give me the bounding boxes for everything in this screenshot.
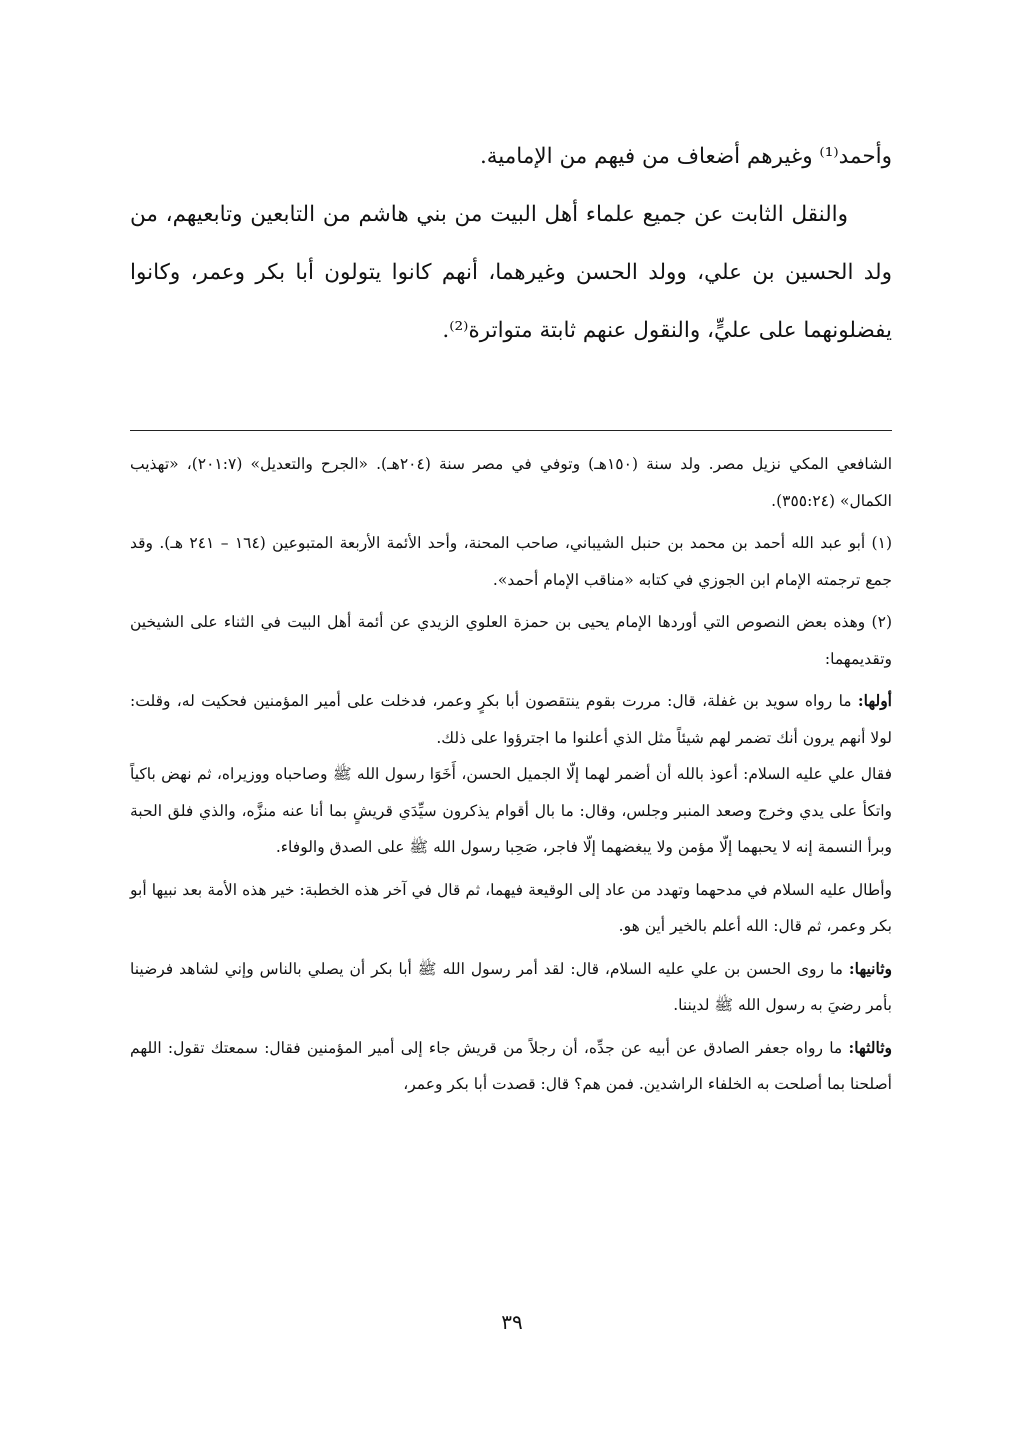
third-label: وثالثها: [848,1037,892,1057]
footnote-first-narration [130,683,892,756]
first-label: أولها: [857,691,892,710]
footnote-2: (٢) وهذه بعض النصوص التي أوردها الإمام يحيى بن حمزة العلوي الزيدي عن أئمة أهل البيت في الثناء على الشيخين وتقديمهما: [130,613,892,668]
footnotes [130,446,892,1103]
second-label: وثانيها: [848,958,892,978]
footnote-1: (١) أبو عبد الله أحمد بن محمد بن حنبل الشيباني، صاحب المحنة، وأحد الأئمة الأربعة المتبوعين (١٦٤ – ٢٤١ هـ). وقد جمع ترجمته الإمام ابن الجوزي في كتابه «مناقب الإمام أحمد». [130,534,892,589]
main-paragraph-1: وأحمد⁽¹⁾ وغيرهم أضعاف من فيهم من الإمامية. [479,144,892,169]
main-text [130,128,892,360]
footnote-continuation: الشافعي المكي نزيل مصر. ولد سنة (١٥٠هـ) وتوفي في مصر سنة (٢٠٤هـ). «الجرح والتعديل» (٢٠١:٧)، «تهذيب الكمال» (٣٥٥:٢٤). [130,455,892,510]
main-paragraph-2: والنقل الثابت عن جميع علماء أهل البيت من بني هاشم من التابعين وتابعيهم، من ولد الحسين بن علي، وولد الحسن وغيرهما، أنهم كانوا يتولون أبا بكر وعمر، وكانوا يفضلونهما على عليٍّ، والنقول عنهم ثابتة متواترة⁽²⁾. [130,202,892,343]
page-number: ٣٩ [501,1310,523,1334]
footnote-separator [130,430,892,431]
third-text: ما رواه جعفر الصادق عن أبيه عن جدِّه، أن رجلاً من قريش جاء إلى أمير المؤمنين فقال: سمعتك تقول: اللهم أصلحنا بما أصلحت به الخلفاء الراشدين. فمن هم؟ قال: قصدت أبا بكر وعمر، [130,1038,892,1093]
footnote-ali-end: وأطال عليه السلام في مدحهما وتهدد من عاد إلى الوقيعة فيهما، ثم قال في آخر هذه الخطبة: خير هذه الأمة بعد نبيها أبو بكر وعمر، ثم قال: الله أعلم بالخير أين هو. [130,880,892,935]
second-text: ما روى الحسن بن علي عليه السلام، قال: لقد أمر رسول الله ﷺ أبا بكر أن يصلي بالناس وإني لشاهد فرضينا بأمر رضيَ به رسول الله ﷺ لديننا. [130,959,892,1014]
footnote-second-narration [130,951,892,1024]
footnote-ali-speech: فقال علي عليه السلام: أعوذ بالله أن أضمر لهما إلّا الجميل الحسن، أَخَوَا رسول الله ﷺ وصاحباه ووزيراه، ثم نهض باكياً واتكأ على يدي وخرج وصعد المنبر وجلس، وقال: ما بال أقوام يذكرون سيِّدَي قريشٍ بما أنا عنه منزَّه، والذي فلق الحبة وبرأ النسمة إنه لا يحبهما إلّا مؤمن ولا يبغضهما إلّا فاجر، صَحِبا رسول الله ﷺ على الصدق والوفاء. [130,765,892,856]
first-text: ما رواه سويد بن غفلة، قال: مررت بقوم ينتقصون أبا بكرٍ وعمر، فدخلت على أمير المؤمنين فحكيت له، وقلت: لولا أنهم يرون أنك تضمر لهم شيئاً مثل الذي أعلنوا ما اجترؤوا على ذلك. [130,692,892,747]
footnote-third-narration [130,1030,892,1103]
